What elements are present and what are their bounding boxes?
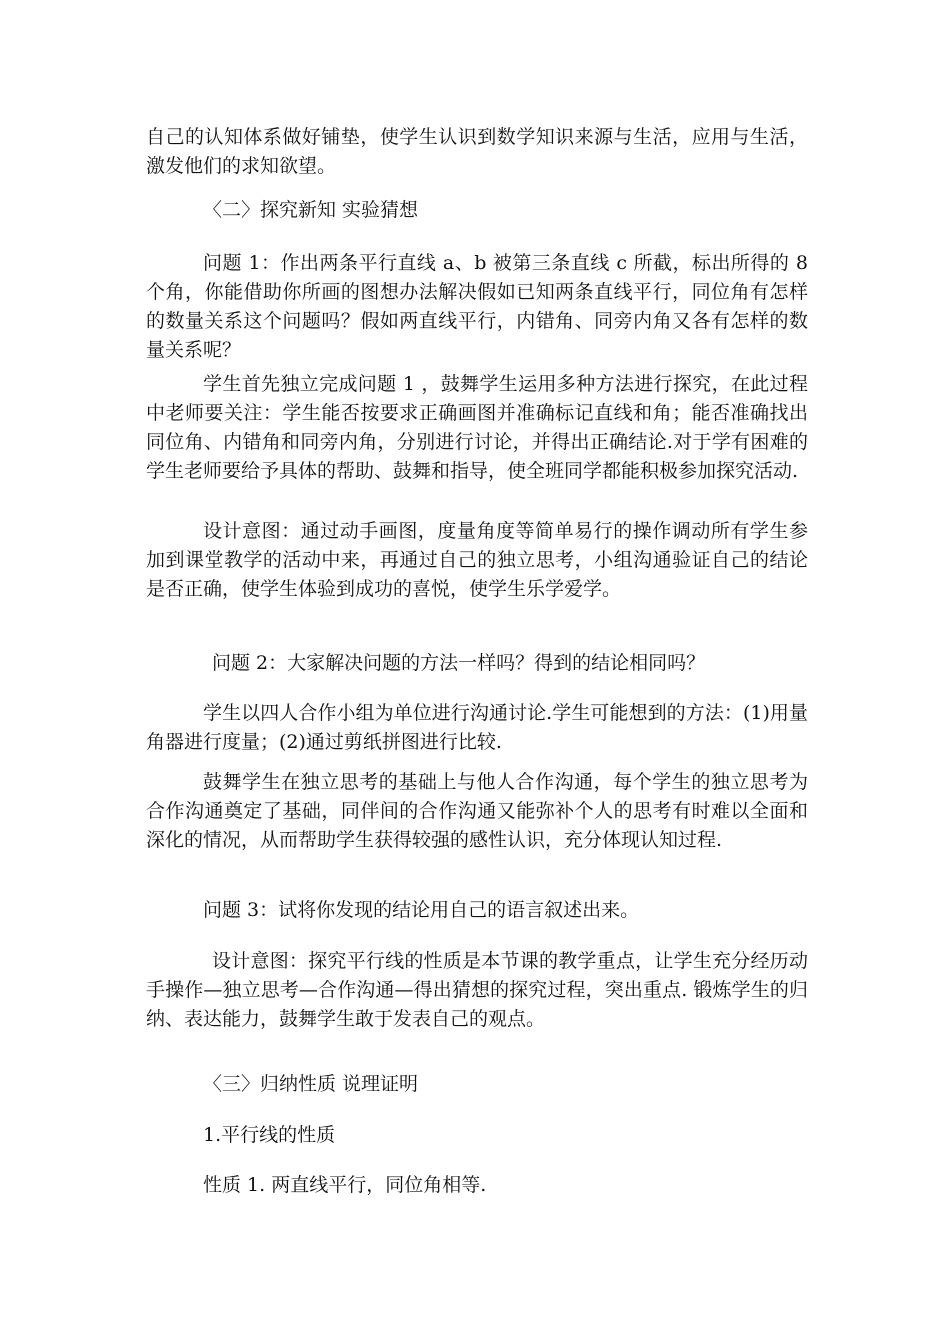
section-heading-3: 〈三〉归纳性质 说理证明: [203, 1073, 419, 1095]
section-heading-2: 〈二〉探究新知 实验猜想: [203, 199, 419, 221]
subsection-heading-parallel-properties: 1.平行线的性质: [203, 1124, 336, 1146]
paragraph-design-intent-2: 设计意图：探究平行线的性质是本节课的教学重点，让学生充分经历动手操作—独立思考—合作沟通—得出猜想的探究过程，突出重点. 锻炼学生的归纳、表达能力，鼓舞学生敢于发表自己的观点。: [146, 950, 808, 1030]
paragraph-intro-continuation: 自己的认知体系做好铺垫，使学生认识到数学知识来源与生活，应用与生活，激发他们的求知欲望。: [146, 126, 808, 177]
paragraph-question-1: 问题 1：作出两条平行直线 a、b 被第三条直线 c 所截，标出所得的 8 个角，你能借助你所画的图想办法解决假如已知两条直线平行，同位角有怎样的数量关系这个问题吗？假如两直线平行，内错角、同旁内角又各有怎样的数量关系呢？: [146, 252, 815, 361]
paragraph-student-activity: 学生首先独立完成问题 1 ，鼓舞学生运用多种方法进行探究，在此过程中老师要关注：学生能否按要求正确画图并准确标记直线和角；能否准确找出同位角、内错角和同旁内角，分别进行讨论，并得出正确结论.对于学有困难的学生老师要给予具体的帮助、鼓舞和指导，使全班同学都能积极参加探究活动.: [146, 373, 808, 482]
paragraph-group-discussion: 学生以四人合作小组为单位进行沟通讨论.学生可能想到的方法：(1)用量角器进行度量；(2)通过剪纸拼图进行比较.: [146, 702, 808, 753]
paragraph-property-1: 性质 1. 两直线平行，同位角相等.: [203, 1174, 487, 1196]
paragraph-encourage-cooperation: 鼓舞学生在独立思考的基础上与他人合作沟通，每个学生的独立思考为合作沟通奠定了基础，同伴间的合作沟通又能弥补个人的思考有时难以全面和深化的情况，从而帮助学生获得较强的感性认识，充分体现认知过程.: [146, 771, 808, 851]
paragraph-question-2: 问题 2：大家解决问题的方法一样吗？得到的结论相同吗？: [212, 652, 706, 674]
paragraph-design-intent-1: 设计意图：通过动手画图，度量角度等简单易行的操作调动所有学生参加到课堂教学的活动中来，再通过自己的独立思考，小组沟通验证自己的结论是否正确，使学生体验到成功的喜悦，使学生乐学爱学。: [146, 520, 808, 600]
paragraph-question-3: 问题 3：试将你发现的结论用自己的语言叙述出来。: [203, 899, 640, 921]
